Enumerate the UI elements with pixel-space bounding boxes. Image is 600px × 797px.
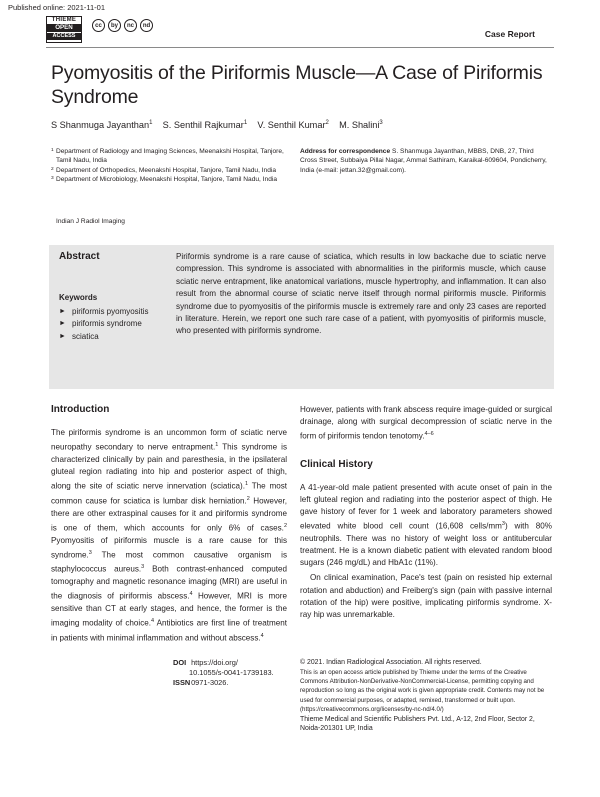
citation-ref[interactable]: 1	[215, 442, 219, 449]
published-online-date: Published online: 2021-11-01	[8, 3, 106, 12]
superscript: 3	[501, 521, 505, 528]
author-affil-sup: 1	[243, 120, 248, 126]
text-run: This syndrome is characterized clinically by pain and paresthesia, in the ipsilateral gluteal region radiating into hip and posterior aspect of thigh, along the site of sciatic nerve innervation (sciatica).	[51, 442, 287, 491]
journal-reference: Indian J Radiol Imaging	[56, 218, 125, 225]
clinical-history-paragraph	[300, 482, 552, 569]
text-run: A 41-year-old male patient presented with acute onset of pain in the left gluteal region and radiating into the posterior aspect of thigh. He gave history of fever for 1 week and laboratory parameters showed elevated white blood cell count (16,608 cells/mm	[300, 483, 552, 532]
doi-block	[173, 658, 274, 688]
keyword-item[interactable]	[59, 331, 148, 343]
issn-value: 0971-3026.	[191, 678, 229, 687]
logo-text-thieme: THIEME	[51, 17, 77, 23]
author-name[interactable]: S Shanmuga Jayanthan	[51, 120, 150, 131]
affiliation-text: Department of Orthopedics, Meenakshi Hospital, Tanjore, Tamil Nadu, India	[56, 166, 277, 174]
doi-label: DOI	[173, 658, 187, 667]
author-name[interactable]: V. Senthil Kumar	[257, 120, 326, 131]
keyword-text: piriformis syndrome	[72, 319, 142, 329]
arrow-right-icon: ►	[59, 332, 66, 340]
affiliation-list	[51, 147, 291, 184]
affiliation-text: Department of Radiology and Imaging Sciences, Meenakshi Hospital, Tanjore, Tamil Nadu, India	[56, 148, 284, 165]
keyword-list	[59, 306, 148, 343]
cc-icon: cc	[92, 19, 105, 32]
thieme-open-access-logo[interactable]	[46, 16, 82, 43]
publisher-address: Thieme Medical and Scientific Publishers Pvt. Ltd., A-12, 2nd Floor, Sector 2, Noida-201301 UP, India	[300, 715, 535, 733]
introduction-continued	[300, 404, 552, 443]
affiliation-item	[51, 166, 291, 175]
citation-ref[interactable]: 1	[244, 481, 249, 488]
author-name[interactable]: S. Senthil Rajkumar	[162, 120, 244, 131]
article-title: Pyomyositis of the Piriformis Muscle—A Case of Piriformis Syndrome	[51, 62, 543, 108]
author-affil-sup: 3	[379, 120, 383, 126]
author-affil-sup: 2	[325, 120, 329, 126]
abstract-heading: Abstract	[59, 251, 100, 262]
author-name[interactable]: M. Shalini	[339, 120, 380, 131]
arrow-right-icon: ►	[59, 320, 66, 328]
cc-nc-icon: nc	[124, 19, 137, 32]
logo-text-open: OPEN	[47, 24, 81, 32]
copyright-line: © 2021. Indian Radiological Association. All rights reserved.	[300, 659, 482, 666]
affiliation-number: 1	[51, 148, 54, 153]
affiliation-number: 3	[51, 175, 54, 181]
citation-ref[interactable]: 4–6	[424, 431, 434, 438]
affiliation-text: Department of Microbiology, Meenakshi Hospital, Tanjore, Tamil Nadu, India	[56, 175, 277, 183]
clinical-history-heading: Clinical History	[300, 458, 373, 470]
citation-ref[interactable]: 4	[189, 591, 193, 598]
text-run: Antibiotics are first line of treatment in patients with minimal inflammation and without abscess.	[51, 618, 287, 643]
citation-ref[interactable]: 4	[260, 633, 264, 639]
header-divider	[46, 47, 554, 48]
keyword-item[interactable]	[59, 318, 148, 330]
text-run: Both contrast-enhanced computed tomography and magnetic resonance imaging (MRI) are useful in the diagnosis of piriformis abscess.	[51, 565, 287, 602]
correspondence-text: S. Shanmuga Jayanthan, MBBS, DNB, 27, Third Cross Street, Subbaiya Pillai Nagar, Ammal Sathiram, Karaikal-609604, Pondicherry, India (e-mail: jettan.32@gmail.com).	[300, 148, 547, 174]
issn-label: ISSN	[173, 678, 191, 687]
text-run: However, MRI is more sensitive than CT at early stages, and hence, the former is the imaging modality of choice.	[51, 592, 287, 628]
text-run: However,	[300, 405, 337, 414]
arrow-right-icon: ►	[59, 308, 66, 315]
right-column	[300, 404, 552, 621]
keywords-heading: Keywords	[59, 293, 98, 302]
citation-ref[interactable]: 3	[88, 549, 92, 556]
license-block	[300, 658, 554, 734]
doi-link-cont[interactable]: 10.1055/s-0041-1739183.	[189, 668, 274, 677]
introduction-paragraph	[51, 427, 287, 645]
logo-text-access: ACCESS	[47, 32, 81, 40]
author-affil-sup: 1	[149, 120, 153, 126]
keyword-text: piriformis pyomyositis	[72, 307, 149, 316]
keyword-item[interactable]	[59, 306, 148, 318]
affiliation-item	[51, 147, 291, 166]
correspondence-address	[300, 147, 552, 175]
keyword-text: sciatica	[72, 331, 99, 341]
abstract-text: Piriformis syndrome is a rare cause of sciatica, which results in low backache due to sciatic nerve compression. This syndrome is associated with abnormalities in the piriformis muscle, which cause sciatic nerve entrapment, like anatomical variations, muscle hypertrophy, and inflammation. It can also result from the abnormal course of sciatic nerve itself through normal piriformis muscle. Piriformis syndrome due to pyomyositis of the piriformis muscle is extremely rare and only 23 cases are reported in literature. Herein, we report one such rare case of a patient, with pyomyositis of piriformis muscle, who presented with piriformis syndrome.	[176, 252, 546, 336]
correspondence-label: Address for correspondence	[300, 148, 391, 155]
text-run: The most common cause for sciatica is lumbar disk herniation.	[51, 481, 287, 506]
affiliation-item	[51, 175, 291, 184]
text-run: However, there are other extraspinal causes for it and piriformis syndrome is one of them, which accounts for only 6% of cases.	[51, 496, 287, 533]
text-run: patients with frank abscess require image-guided or surgical drainage, along with surgical decompression of sciatic nerve in the form of piriformis tendon tenotomy.	[300, 405, 552, 441]
abstract-box	[49, 245, 554, 389]
creative-commons-icons[interactable]	[92, 19, 153, 32]
left-column	[51, 404, 287, 645]
article-type-label: Case Report	[484, 29, 535, 39]
citation-ref[interactable]: 4	[151, 618, 155, 625]
doi-link[interactable]: https://doi.org/	[191, 658, 238, 667]
license-text: This is an open access article published by Thieme under the terms of the Creative Commons Attribution-NonDerivative-NonCommercial-License, permitting copying and reproduction so long as the original work is given appropriate credit. Contents may not be used for commercial purposes, or adapted, remixed, transformed or built upon. (https://creativecommons.org/licenses/by-nc-nd/4.0/)	[300, 668, 545, 714]
citation-ref[interactable]: 2	[283, 522, 287, 529]
cc-by-icon: by	[108, 19, 121, 32]
text-run: ) with 80% neutrophils. There was no history of weight loss or antitubercular treatment. He is a known diabetic patient with elevated random blood sugars (246 mg/dL) and HbA1c (11%).	[300, 522, 552, 568]
citation-ref[interactable]: 3	[141, 564, 145, 571]
text-run: The piriformis syndrome is an uncommon form of sciatic nerve neuropathy secondary to nerve entrapment.	[51, 428, 287, 452]
introduction-heading: Introduction	[51, 404, 110, 415]
cc-nd-icon: nd	[140, 19, 153, 32]
author-list	[51, 120, 383, 130]
text-run: Pyomyositis of piriformis muscle is a rare cause for this syndrome.	[51, 535, 287, 560]
text-run: The most common causative organism is staphylococcus aureus.	[51, 550, 287, 575]
citation-ref[interactable]: 2	[246, 495, 250, 502]
affiliation-number: 2	[51, 166, 54, 172]
clinical-exam-paragraph: On clinical examination, Pace's test (pain on resisted hip external rotation and abduction) and Freiberg's sign (pain with passive internal rotation of the hip) were positive, implicating piriformis syndrome. X-ray hip was unremarkable.	[300, 573, 552, 619]
